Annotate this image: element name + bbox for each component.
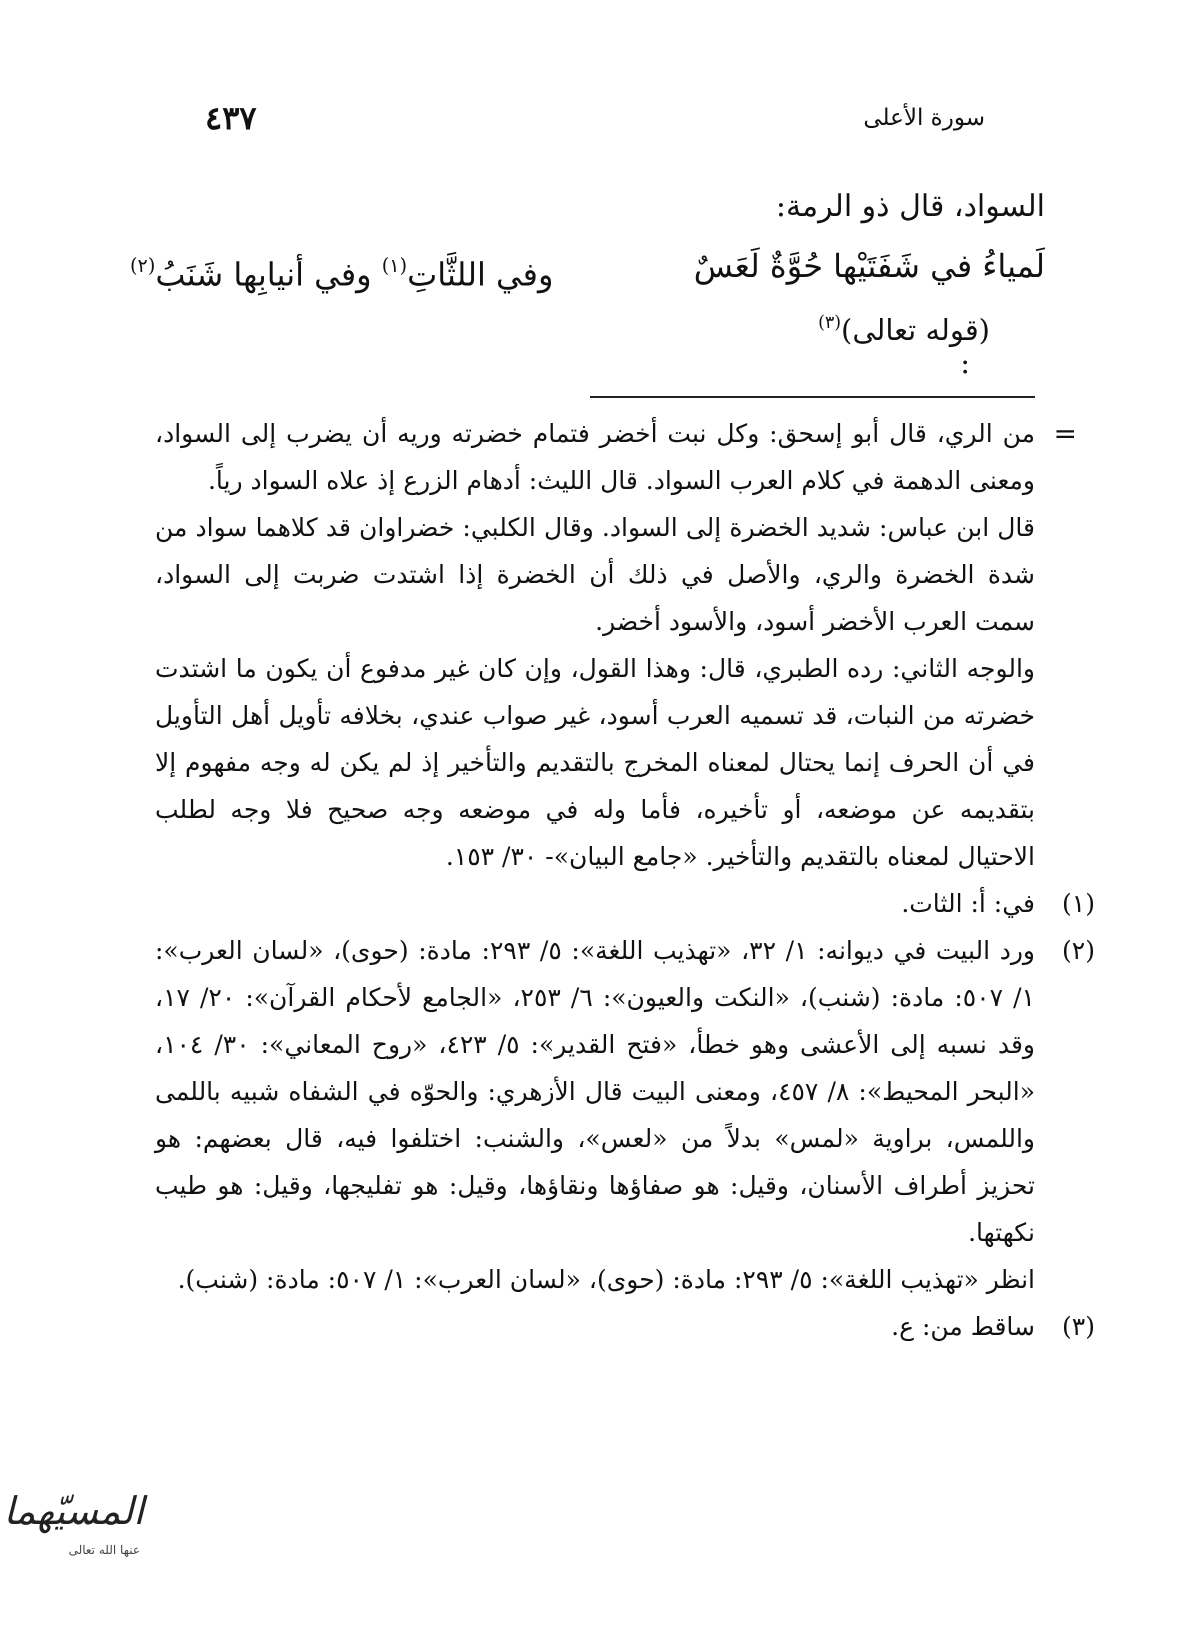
watermark-logo <box>3 1485 150 1575</box>
note-paragraph: من الري، قال أبو إسحق: وكل نبت أخضر فتمام خضرته وريه أن يضرب إلى السواد، ومعنى الدهمة في كلام العرب السواد. قال الليث: أدهام الزرع إذ علاه السواد رياً. <box>155 419 1035 495</box>
citation-text: (قوله تعالى) <box>841 313 990 348</box>
footnote-3 <box>155 1303 1095 1350</box>
verse-second-half-a: وفي اللثَّاتِ <box>407 255 554 294</box>
note-paragraph: قال ابن عباس: شديد الخضرة إلى السواد. وقال الكلبي: خضراوان قد كلاهما سواد من شدة الخضرة والري، والأصل في ذلك أن الخضرة إذا اشتدت ضربت إلى السواد، سمت العرب الأخضر أسود، والأسود أخضر. <box>155 513 1035 636</box>
intro-line: السواد، قال ذو الرمة: <box>775 189 1045 224</box>
continued-note <box>155 410 1077 880</box>
citation-colon: : <box>960 345 970 380</box>
logo-subtext: عنها الله تعالى <box>68 1543 140 1557</box>
footnote-text: ساقط من: ع. <box>891 1312 1035 1341</box>
footnote-2 <box>155 927 1095 1303</box>
surah-title: سورة الأعلى <box>863 105 985 131</box>
footnote-1 <box>155 880 1095 927</box>
footnote-text: ورد البيت في ديوانه: ١/ ٣٢، «تهذيب اللغة»: ٥/ ٢٩٣: مادة: (حوى)، «لسان العرب»: ١/ ٥٠٧: مادة: (شنب)، «النكت والعيون»: ٦/ ٢٥٣، «الجامع لأحكام القرآن»: ٢٠/ ١٧، وقد نسبه إلى الأعشى وهو خطأ، «فتح القدير»: ٥/ ٤٢٣، «روح المعاني»: ٣٠/ ١٠٤، «البحر المحيط»: ٨/ ٤٥٧، ومعنى البيت قال الأزهري: والحوّه في الشفاه شبيه باللمى واللمس، براوية «لمس» بدلاً من «لعس»، والشنب: اختلفوا فيه، قال بعضهم: هو تحزيز أطراف الأسنان، وقيل: هو صفاؤها ونقاؤها، وقيل: هو تفليجها، وقيل: هو طيب نكهتها. <box>155 936 1036 1247</box>
poetry-verse <box>120 243 1045 297</box>
footnote-ref-3[interactable]: (٣) <box>818 313 842 334</box>
note-paragraph: والوجه الثاني: رده الطبري، قال: وهذا القول، وإن كان غير مدفوع أن يكون ما اشتدت خضرته من النبات، قد تسميه العرب أسود، غير صواب عندي، بخلافه تأويل أهل التأويل في أن الحرف إنما يحتال لمعناه المخرج بالتقديم والتأخير إذ لم يكن له وجه مفهوم إلا بتقديمه عن موضعه، أو تأخيره، فأما وله في موضعه وجه صحيح فلا وجه لطلب الاحتيال لمعناه بالتقديم والتأخير. «جامع البيان»- ٣٠/ ١٥٣. <box>155 654 1035 871</box>
footnote-ref-2[interactable]: (٢) <box>130 254 156 277</box>
quran-citation <box>120 313 990 380</box>
footnote-number: (٢) <box>1062 936 1095 965</box>
verse-second-half-b: وفي أنيابِها شَنَبُ <box>155 255 372 294</box>
footnote-separator <box>590 396 1035 398</box>
footnote-text: في: أ: الثات. <box>901 889 1035 918</box>
logo-calligraphy: المسيّهما <box>3 1489 144 1533</box>
footnote-text: انظر «تهذيب اللغة»: ٥/ ٢٩٣: مادة: (حوى)، «لسان العرب»: ١/ ٥٠٧: مادة: (شنب). <box>177 1265 1035 1294</box>
footnote-number: (١) <box>1062 889 1095 918</box>
page-number: ٤٣٧ <box>205 99 257 137</box>
verse-first-half <box>694 243 1045 297</box>
verse-second-half <box>130 243 553 297</box>
main-text <box>120 185 1045 378</box>
footnote-number: (٣) <box>1062 1312 1095 1341</box>
running-header <box>205 98 985 138</box>
verse-first-half-text: لَمياءُ في شَفَتَيْها حُوَّةٌ لَعَسٌ <box>693 247 1045 285</box>
continuation-mark: = <box>1053 417 1077 450</box>
footnote-ref-1[interactable]: (١) <box>381 254 408 277</box>
footnotes-section <box>155 410 1095 1350</box>
